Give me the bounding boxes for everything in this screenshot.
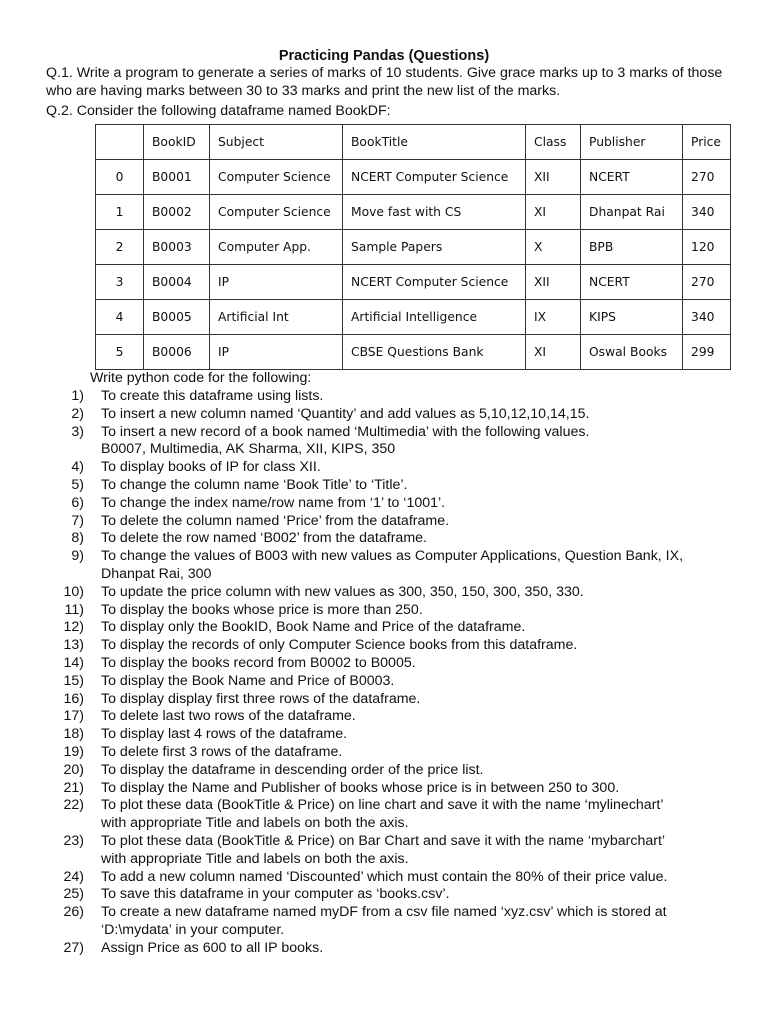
task-number: 24) [63, 868, 84, 885]
task-number: 10) [63, 583, 84, 600]
task-number: 18) [63, 726, 84, 743]
task-text: To display the books record from B0002 to B0005. [101, 654, 416, 671]
task-list [0, 388, 740, 958]
cell-bookid: B0001 [144, 160, 210, 195]
cell-bookid: B0002 [144, 195, 210, 230]
cell-publisher: Oswal Books [581, 335, 683, 370]
header-index [96, 125, 144, 160]
task-number: 23) [63, 832, 84, 849]
task-text: To change the values of B003 with new values as Computer Applications, Question Bank, IX, [101, 548, 684, 565]
task-item [0, 904, 740, 940]
cell-publisher: BPB [581, 230, 683, 265]
cell-bookid: B0004 [144, 265, 210, 300]
cell-bookid: B0006 [144, 335, 210, 370]
cell-price: 299 [683, 335, 731, 370]
task-text: To insert a new column named ‘Quantity’ and add values as 5,10,12,10,14,15. [101, 405, 590, 422]
task-continuation: B0007, Multimedia, AK Sharma, XII, KIPS, 350 [101, 441, 396, 458]
task-number: 12) [63, 619, 84, 636]
cell-class: IX [526, 300, 581, 335]
task-text: To add a new column named ‘Discounted’ which must contain the 80% of their price value. [101, 868, 668, 885]
task-number: 9) [71, 548, 84, 565]
task-number: 20) [63, 761, 84, 778]
header-price: Price [683, 125, 731, 160]
task-item [0, 495, 740, 513]
task-number: 4) [71, 459, 84, 476]
header-publisher: Publisher [581, 125, 683, 160]
header-booktitle: BookTitle [343, 125, 526, 160]
task-item [0, 940, 740, 958]
cell-subject: Computer Science [210, 160, 343, 195]
task-number: 16) [63, 690, 84, 707]
cell-booktitle: Artificial Intelligence [343, 300, 526, 335]
task-continuation: with appropriate Title and labels on both the axis. [101, 850, 409, 867]
header-subject: Subject [210, 125, 343, 160]
task-number: 13) [63, 637, 84, 654]
task-text: To display the Name and Publisher of books whose price is in between 250 to 300. [101, 779, 620, 796]
task-item [0, 726, 740, 744]
cell-index: 1 [96, 195, 144, 230]
table-row [96, 300, 731, 335]
task-item [0, 833, 740, 869]
task-item [0, 548, 740, 584]
cell-price: 340 [683, 195, 731, 230]
task-item [0, 388, 740, 406]
task-number: 15) [63, 672, 84, 689]
task-item [0, 655, 740, 673]
cell-index: 3 [96, 265, 144, 300]
task-text: To display the dataframe in descending order of the price list. [101, 761, 484, 778]
task-item [0, 637, 740, 655]
table-row [96, 195, 731, 230]
task-item [0, 530, 740, 548]
task-number: 11) [64, 601, 84, 618]
task-text: To update the price column with new values as 300, 350, 150, 300, 350, 330. [101, 583, 584, 600]
task-item [0, 797, 740, 833]
cell-publisher: KIPS [581, 300, 683, 335]
task-item [0, 780, 740, 798]
cell-price: 120 [683, 230, 731, 265]
task-text: To create this dataframe using lists. [101, 388, 324, 404]
task-number: 25) [63, 886, 84, 903]
cell-index: 2 [96, 230, 144, 265]
cell-price: 270 [683, 160, 731, 195]
task-text: Assign Price as 600 to all IP books. [101, 939, 324, 956]
task-text: To change the index name/row name from ‘1’ to ‘1001’. [101, 494, 446, 511]
cell-publisher: Dhanpat Rai [581, 195, 683, 230]
task-item [0, 424, 740, 460]
task-item [0, 886, 740, 904]
cell-class: XII [526, 265, 581, 300]
cell-index: 0 [96, 160, 144, 195]
cell-subject: Computer App. [210, 230, 343, 265]
task-number: 7) [71, 512, 84, 529]
task-item [0, 673, 740, 691]
task-item [0, 744, 740, 762]
table-header-row [96, 125, 731, 160]
task-text: To insert a new record of a book named ‘Multimedia’ with the following values. [101, 423, 590, 440]
task-number: 14) [63, 654, 84, 671]
task-text: To delete the row named ‘B002’ from the dataframe. [101, 530, 427, 547]
table-row [96, 265, 731, 300]
task-continuation: ‘D:\mydata’ in your computer. [101, 921, 285, 938]
task-item [0, 513, 740, 531]
task-number: 3) [71, 423, 84, 440]
task-number: 17) [63, 708, 84, 725]
cell-bookid: B0003 [144, 230, 210, 265]
cell-booktitle: Move fast with CS [343, 195, 526, 230]
cell-class: XII [526, 160, 581, 195]
task-continuation: with appropriate Title and labels on both the axis. [101, 815, 409, 832]
task-text: To save this dataframe in your computer as ‘books.csv’. [101, 886, 450, 903]
table-row [96, 230, 731, 265]
task-item [0, 584, 740, 602]
task-item [0, 762, 740, 780]
question-2: Q.2. Consider the following dataframe named BookDF: [46, 103, 391, 119]
task-item [0, 619, 740, 637]
task-number: 1) [71, 388, 84, 404]
task-item [0, 477, 740, 495]
cell-index: 5 [96, 335, 144, 370]
task-text: To display the records of only Computer Science books from this dataframe. [101, 637, 578, 654]
task-item [0, 691, 740, 709]
cell-booktitle: NCERT Computer Science [343, 265, 526, 300]
cell-publisher: NCERT [581, 265, 683, 300]
task-number: 22) [63, 797, 84, 814]
task-number: 5) [71, 476, 84, 493]
task-item [0, 708, 740, 726]
header-class: Class [526, 125, 581, 160]
task-item [0, 869, 740, 887]
task-text: To display the books whose price is more than 250. [101, 601, 423, 618]
task-text: To delete first 3 rows of the dataframe. [101, 743, 343, 760]
question-1: Q.1. Write a program to generate a series of marks of 10 students. Give grace marks up to 3 marks of those who are having marks between 30 to 33 marks and print the new list of the marks. [46, 65, 723, 99]
cell-price: 340 [683, 300, 731, 335]
task-text: To display only the BookID, Book Name and Price of the dataframe. [101, 619, 526, 636]
table-row [96, 160, 731, 195]
bookdf-table [95, 124, 731, 370]
task-number: 21) [63, 779, 84, 796]
task-text: To plot these data (BookTitle & Price) on Bar Chart and save it with the name ‘mybarchart’ [101, 832, 666, 849]
task-text: To delete last two rows of the dataframe. [101, 708, 356, 725]
task-number: 8) [71, 530, 84, 547]
task-item [0, 406, 740, 424]
task-text: To display books of IP for class XII. [101, 459, 321, 476]
header-bookid: BookID [144, 125, 210, 160]
task-number: 2) [71, 405, 84, 422]
task-number: 27) [63, 939, 84, 956]
cell-index: 4 [96, 300, 144, 335]
cell-subject: Computer Science [210, 195, 343, 230]
task-text: To display display first three rows of the dataframe. [101, 690, 421, 707]
task-number: 19) [63, 743, 84, 760]
task-number: 6) [71, 494, 84, 511]
table-row [96, 335, 731, 370]
cell-booktitle: NCERT Computer Science [343, 160, 526, 195]
task-continuation: Dhanpat Rai, 300 [101, 565, 212, 582]
task-item [0, 602, 740, 620]
cell-class: X [526, 230, 581, 265]
cell-subject: IP [210, 335, 343, 370]
task-text: To display the Book Name and Price of B0003. [101, 672, 395, 689]
cell-publisher: NCERT [581, 160, 683, 195]
cell-class: XI [526, 195, 581, 230]
cell-subject: Artificial Int [210, 300, 343, 335]
page-title: Practicing Pandas (Questions) [278, 48, 490, 64]
task-text: To plot these data (BookTitle & Price) on line chart and save it with the name ‘mylinechart’ [101, 797, 664, 814]
task-text: To display last 4 rows of the dataframe. [101, 726, 348, 743]
task-text: To delete the column named ‘Price’ from the dataframe. [101, 512, 450, 529]
cell-subject: IP [210, 265, 343, 300]
task-text: To create a new dataframe named myDF from a csv file named ‘xyz.csv’ which is stored at [101, 904, 667, 921]
task-number: 26) [63, 904, 84, 921]
cell-booktitle: Sample Papers [343, 230, 526, 265]
task-item [0, 459, 740, 477]
instruction-text: Write python code for the following: [90, 370, 312, 386]
task-text: To change the column name ‘Book Title’ to ‘Title’. [101, 476, 408, 493]
cell-price: 270 [683, 265, 731, 300]
cell-booktitle: CBSE Questions Bank [343, 335, 526, 370]
cell-class: XI [526, 335, 581, 370]
cell-bookid: B0005 [144, 300, 210, 335]
